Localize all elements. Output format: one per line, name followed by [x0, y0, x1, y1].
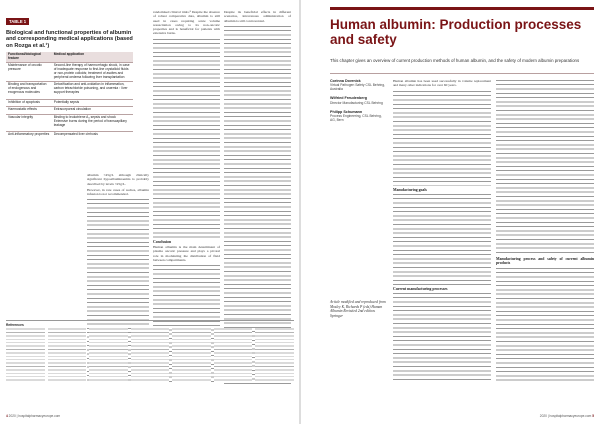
right-page	[300, 0, 600, 424]
author-role: Virtual Pathogen Safety CSL Behring, Australia	[330, 83, 385, 92]
reproduction-note: Article modified and reproduced from Mosley K, Richards P (eds) Human Albumin Revisited 2nd edition. Springer	[330, 300, 386, 318]
author-name: Corinna Dovrnick	[330, 79, 361, 83]
reference-column	[89, 328, 128, 383]
body-text: albumin <45g/L although clinically significant hypoalbuminaemia is probably described by levels <25g/L.	[87, 173, 149, 186]
conclusion-heading: Conclusion	[153, 239, 172, 244]
body-text-lines	[393, 292, 491, 382]
albumin-properties-table	[6, 10, 133, 139]
article-standfirst: This chapter gives an overview of current production methods of human albumin, and the safety of modern albumin preparations	[330, 58, 580, 63]
author-list	[330, 79, 388, 127]
table-row	[6, 132, 133, 139]
references-section	[6, 320, 294, 385]
body-text: randomised clinical trials.⁸ Despite the absence of robust comparative data, albumin is still used in cases requiring acute volume resuscitation owing to its non-oncotic properties and is beneficial for patients with extensive burns.	[153, 10, 220, 36]
table-row	[6, 99, 133, 107]
table-row	[6, 114, 133, 132]
reference-column	[131, 328, 170, 383]
body-text-lines	[153, 38, 220, 238]
author-role: Director Manufacturing CSL Behring	[330, 100, 383, 105]
site-link[interactable]: hospitalpharmacyeurope.com	[18, 414, 61, 418]
table-cell: Extracorporeal circulation	[52, 107, 133, 115]
body-text: Human albumin has been used successfully in volume replacement and many other indications for over 60 years.	[393, 79, 491, 88]
table-cell: Second-line therapy of haemorrhagic shock, in case of inadequate response to first-line crystalloid fluids or non-protein colloids; treatment of ascites and peripheral oedema following liver transplantation	[52, 62, 133, 81]
author-name: Wilfried Freudenberg	[330, 96, 368, 101]
body-text-lines	[393, 90, 491, 186]
reference-column	[255, 328, 294, 383]
article-title: Human albumin: Production processes and safety	[330, 17, 582, 47]
table-grid	[6, 52, 133, 139]
body-text: However, in rare cases of ascites, albumin infusion is not recommended.	[87, 187, 149, 197]
author	[330, 110, 388, 122]
table-cell: Vascular integrity	[6, 114, 52, 132]
body-text: Despite its beneficial effects in different scenarios, intravenous administration of albumin is still controversial.	[224, 10, 291, 23]
table-header-application: Medical application	[52, 52, 133, 62]
section-heading: Manufacturing process and safety of current albumin products	[496, 257, 594, 266]
section-heading: Current manufacturing processes	[393, 286, 448, 291]
table-cell: Binding and transportation of endogenous and exogenous molecules	[6, 81, 52, 99]
table-cell: Potentially sepsis	[52, 99, 133, 107]
table-cell: Decompensated liver cirrhosis	[52, 132, 133, 139]
author-name: Philipp Schumann	[330, 109, 363, 114]
author	[330, 96, 388, 104]
author	[330, 79, 388, 91]
table-cell: Binding to leukotriene A₄ sepsis and shock Extensive burns during the period of transcapillary leakage	[52, 114, 133, 132]
table-cell: Anti-inflammatory properties	[6, 132, 52, 139]
table-cell: Detoxification and anti-oxidation in inflammation, carbon tetrachloride poisoning, and uraemia ↑ liver support therapies	[52, 81, 133, 99]
author-role: Process Engineering, CSL Behring, AG, Bern	[330, 114, 382, 123]
section-heading: Manufacturing goals	[393, 187, 427, 192]
footer-left: 4 2020 | hospitalpharmacyeurope.com	[6, 414, 61, 418]
article-column-1	[393, 79, 491, 384]
body-text: Human albumin is the main determinant of plasma oncotic pressure and plays a pivotal role in modulating the distribution of fluid between compartments.	[153, 245, 220, 262]
table-cell: Inhibition of apoptosis	[6, 99, 52, 107]
reference-column	[214, 328, 253, 383]
body-text-lines	[496, 79, 594, 255]
table-cell: Haemostatic effects	[6, 107, 52, 115]
page-number: 5	[592, 414, 594, 418]
page-number: 4	[6, 414, 8, 418]
article-column-2	[496, 79, 594, 384]
table-row	[6, 62, 133, 81]
table-tag: TABLE 1	[6, 18, 29, 25]
reference-column	[48, 328, 87, 383]
table-header-feature: Functional/biological feature	[6, 52, 52, 62]
references-heading: References	[6, 323, 24, 327]
divider	[330, 73, 594, 74]
site-link[interactable]: hospitalpharmacyeurope.com	[549, 414, 592, 418]
issue-label: 2020	[539, 414, 547, 418]
table-row	[6, 81, 133, 99]
table-title: Biological and functional properties of albumin and corresponding medical applications (based on Rozga et al.¹)	[6, 30, 133, 49]
reference-column	[172, 328, 211, 383]
footer-right: 2020 | hospitalpharmacyeurope.com 5	[539, 414, 594, 418]
references-list	[6, 328, 294, 383]
table-cell: Maintenance of oncotic pressure	[6, 62, 52, 81]
issue-label: 2020	[8, 414, 16, 418]
header-bar	[330, 7, 594, 10]
table-row	[6, 107, 133, 115]
body-text-lines	[496, 267, 594, 383]
reference-column	[6, 328, 45, 383]
body-text-lines	[393, 193, 491, 285]
